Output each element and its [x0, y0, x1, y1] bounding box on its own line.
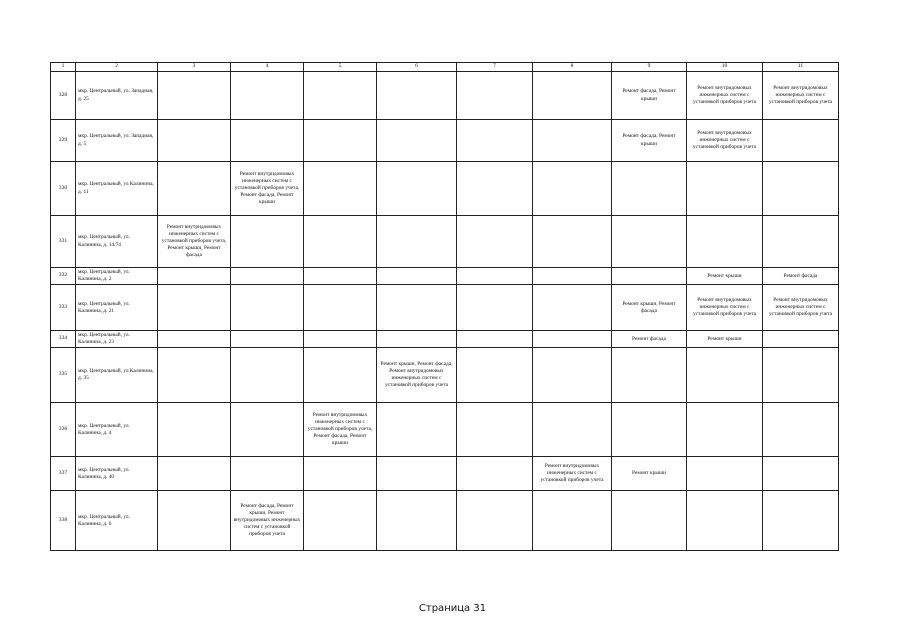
- work-cell: [533, 72, 612, 120]
- work-cell: Ремонт внутридомовых инженерных систем с установкой приборов учета, Ремонт фасада, Ремонт крыши: [304, 403, 377, 457]
- work-cell: [533, 216, 612, 268]
- row-number-cell: 331: [51, 216, 76, 268]
- work-cell: [457, 403, 533, 457]
- work-cell: Ремонт крыши, Ремонт фасада, Ремонт внутридомовых инженерных систем с установкой приборов учета: [377, 348, 457, 403]
- work-cell: [612, 403, 687, 457]
- work-cell: [763, 216, 839, 268]
- work-cell: [377, 491, 457, 551]
- column-header-5: 5: [304, 63, 377, 72]
- table-row: [51, 285, 839, 331]
- work-cell: [763, 162, 839, 216]
- table-row: [51, 72, 839, 120]
- work-cell: [158, 348, 231, 403]
- work-cell: [612, 268, 687, 285]
- work-cell: [158, 403, 231, 457]
- address-cell: мкр. Центральный, ул. Калинина, д. 40: [76, 457, 158, 491]
- work-cell: Ремонт внутридомовых инженерных систем с установкой приборов учета: [763, 72, 839, 120]
- work-cell: [158, 491, 231, 551]
- repair-schedule-table: [50, 62, 839, 551]
- work-cell: [763, 331, 839, 348]
- work-cell: [687, 162, 763, 216]
- address-cell: мкр. Центральный, ул Калинина, д. 11: [76, 162, 158, 216]
- work-cell: [377, 162, 457, 216]
- row-number-cell: 334: [51, 331, 76, 348]
- work-cell: Ремонт крыши, Ремонт фасада: [612, 285, 687, 331]
- work-cell: [533, 285, 612, 331]
- table-row: [51, 331, 839, 348]
- address-cell: мкр. Центральный, ул. Западная, д. 5: [76, 120, 158, 162]
- work-cell: [377, 72, 457, 120]
- work-cell: [231, 216, 304, 268]
- address-cell: мкр. Центральный, ул. Калинина, д. 2: [76, 268, 158, 285]
- work-cell: [763, 457, 839, 491]
- row-number-cell: 333: [51, 285, 76, 331]
- work-cell: [377, 216, 457, 268]
- work-cell: Ремонт крыши: [687, 331, 763, 348]
- work-cell: [377, 403, 457, 457]
- column-header-7: 7: [457, 63, 533, 72]
- work-cell: [533, 162, 612, 216]
- work-cell: Ремонт внутридомовых инженерных систем с установкой приборов учета: [687, 72, 763, 120]
- work-cell: [612, 348, 687, 403]
- address-cell: мкр. Центральный, ул Калинина, д. 35: [76, 348, 158, 403]
- work-cell: [687, 403, 763, 457]
- work-cell: [763, 348, 839, 403]
- work-cell: [158, 457, 231, 491]
- work-cell: [533, 268, 612, 285]
- work-cell: [231, 403, 304, 457]
- work-cell: [533, 403, 612, 457]
- column-header-10: 10: [687, 63, 763, 72]
- work-cell: [612, 216, 687, 268]
- work-cell: [457, 285, 533, 331]
- column-header-11: 11: [763, 63, 839, 72]
- work-cell: [763, 120, 839, 162]
- work-cell: [377, 120, 457, 162]
- table-row: [51, 403, 839, 457]
- address-cell: мкр. Центральный, ул. Калинина, д. 23: [76, 331, 158, 348]
- work-cell: Ремонт внутридомовых инженерных систем с установкой приборов учета: [687, 120, 763, 162]
- work-cell: [457, 331, 533, 348]
- address-cell: мкр. Центральный, ул. Калинина, д. 21: [76, 285, 158, 331]
- work-cell: Ремонт крыши: [612, 457, 687, 491]
- work-cell: [231, 348, 304, 403]
- table-row: [51, 348, 839, 403]
- address-cell: мкр. Центральный, ул. Западная, д. 25: [76, 72, 158, 120]
- work-cell: [457, 457, 533, 491]
- work-cell: [457, 72, 533, 120]
- work-cell: [304, 72, 377, 120]
- work-cell: [457, 216, 533, 268]
- work-cell: Ремонт фасада, Ремонт крыши: [612, 120, 687, 162]
- table-row: [51, 457, 839, 491]
- address-cell: мкр. Центральный, ул. Калинина, д. 6: [76, 491, 158, 551]
- work-cell: [231, 72, 304, 120]
- work-cell: [304, 491, 377, 551]
- row-number-cell: 335: [51, 348, 76, 403]
- work-cell: [377, 268, 457, 285]
- row-number-cell: 338: [51, 491, 76, 551]
- work-cell: Ремонт внутридомовых инженерных систем с установкой приборов учета: [763, 285, 839, 331]
- work-cell: Ремонт крыши: [687, 268, 763, 285]
- column-header-1: 1: [51, 63, 76, 72]
- work-cell: Ремонт фасада, Ремонт крыши, Ремонт внутридомовых инженерных систем с установкой приборов учета: [231, 491, 304, 551]
- table-body: [51, 72, 839, 551]
- work-cell: [457, 348, 533, 403]
- work-cell: [304, 331, 377, 348]
- work-cell: [377, 457, 457, 491]
- work-cell: [304, 457, 377, 491]
- work-cell: [304, 162, 377, 216]
- work-cell: [687, 216, 763, 268]
- header-row: [51, 63, 839, 72]
- work-cell: [533, 120, 612, 162]
- work-cell: [158, 120, 231, 162]
- row-number-cell: 332: [51, 268, 76, 285]
- work-cell: [231, 268, 304, 285]
- address-cell: мкр. Центральный, ул. Калинина, д. 14/74: [76, 216, 158, 268]
- work-cell: [612, 491, 687, 551]
- work-cell: [763, 491, 839, 551]
- table-row: [51, 268, 839, 285]
- column-header-9: 9: [612, 63, 687, 72]
- work-cell: Ремонт внутридомовых инженерных систем с установкой приборов учета: [533, 457, 612, 491]
- work-cell: [231, 331, 304, 348]
- work-cell: [533, 348, 612, 403]
- work-cell: [687, 491, 763, 551]
- work-cell: Ремонт фасада: [763, 268, 839, 285]
- work-cell: [457, 268, 533, 285]
- row-number-cell: 329: [51, 120, 76, 162]
- work-cell: Ремонт внутридомовых инженерных систем с установкой приборов учета, Ремонт фасада, Ремонт крыши: [231, 162, 304, 216]
- work-cell: [457, 162, 533, 216]
- work-cell: [533, 331, 612, 348]
- address-cell: мкр. Центральный, ул. Калинина, д. 4: [76, 403, 158, 457]
- work-cell: [304, 285, 377, 331]
- work-cell: [158, 331, 231, 348]
- work-cell: [231, 285, 304, 331]
- work-cell: Ремонт фасада, Ремонт крыши: [612, 72, 687, 120]
- row-number-cell: 330: [51, 162, 76, 216]
- column-header-4: 4: [231, 63, 304, 72]
- row-number-cell: 328: [51, 72, 76, 120]
- column-header-8: 8: [533, 63, 612, 72]
- work-cell: [457, 491, 533, 551]
- work-cell: [687, 348, 763, 403]
- work-cell: [304, 348, 377, 403]
- work-cell: [231, 120, 304, 162]
- column-header-3: 3: [158, 63, 231, 72]
- work-cell: [304, 216, 377, 268]
- work-cell: [304, 120, 377, 162]
- work-cell: [533, 491, 612, 551]
- work-cell: [304, 268, 377, 285]
- work-cell: [377, 331, 457, 348]
- work-cell: Ремонт внутридомовых инженерных систем с установкой приборов учета: [687, 285, 763, 331]
- work-cell: [763, 403, 839, 457]
- work-cell: Ремонт внутридомовых инженерных систем с установкой приборов учета, Ремонт крыши, Ремонт фасада: [158, 216, 231, 268]
- work-cell: [377, 285, 457, 331]
- table-row: [51, 491, 839, 551]
- row-number-cell: 336: [51, 403, 76, 457]
- work-cell: [612, 162, 687, 216]
- table-row: [51, 120, 839, 162]
- work-cell: [687, 457, 763, 491]
- table-row: [51, 162, 839, 216]
- work-cell: [158, 72, 231, 120]
- work-cell: [158, 285, 231, 331]
- column-header-6: 6: [377, 63, 457, 72]
- work-cell: [457, 120, 533, 162]
- page-number: Страница 31: [418, 603, 487, 614]
- work-cell: Ремонт фасада: [612, 331, 687, 348]
- table-row: [51, 216, 839, 268]
- column-header-2: 2: [76, 63, 158, 72]
- work-cell: [158, 268, 231, 285]
- work-cell: [231, 457, 304, 491]
- row-number-cell: 337: [51, 457, 76, 491]
- work-cell: [158, 162, 231, 216]
